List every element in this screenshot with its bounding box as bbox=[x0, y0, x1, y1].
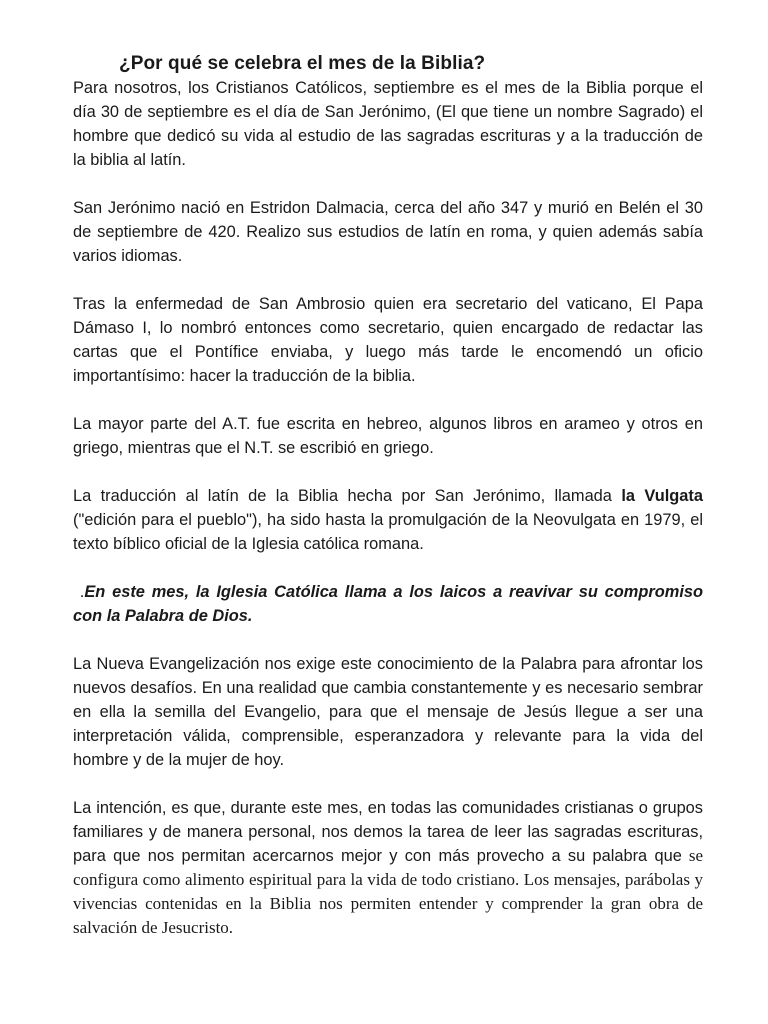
paragraph-vulgata bbox=[73, 484, 703, 556]
document-page bbox=[73, 52, 703, 964]
vulgata-bold: la Vulgata bbox=[621, 487, 703, 505]
document-title: ¿Por qué se celebra el mes de la Biblia? bbox=[119, 53, 486, 74]
laicos-prefix: . bbox=[73, 583, 85, 601]
paragraph-mes-biblia: Para nosotros, los Cristianos Católicos, septiembre es el mes de la Biblia porque el día 30 de septiembre es el día de San Jerónimo, (El que tiene un nombre Sagrado) el hombre que dedicó su vida al estudio de las sagradas escrituras y a la traducción de la biblia al latín. bbox=[73, 79, 703, 169]
laicos-bold-italic: En este mes, la Iglesia Católica llama a los laicos a reavivar su compromiso con la Palabra de Dios. bbox=[73, 583, 703, 625]
paragraph-laicos bbox=[73, 580, 703, 628]
paragraph-intencion bbox=[73, 796, 703, 940]
paragraph-san-jeronimo: San Jerónimo nació en Estridon Dalmacia, cerca del año 347 y murió en Belén el 30 de septiembre de 420. Realizo sus estudios de latín en roma, y quien además sabía varios idiomas. bbox=[73, 199, 703, 265]
paragraph-idiomas: La mayor parte del A.T. fue escrita en hebreo, algunos libros en arameo y otros en griego, mientras que el N.T. se escribió en griego. bbox=[73, 415, 703, 457]
vulgata-text-after: ("edición para el pueblo"), ha sido hasta la promulgación de la Neovulgata en 1979, el texto bíblico oficial de la Iglesia católica romana. bbox=[73, 511, 703, 553]
intencion-sans: La intención, es que, durante este mes, en todas las comunidades cristianas o grupos familiares y de manera personal, nos demos la tarea de leer las sagradas escrituras, para que nos permitan acercarnos mejor y con más provecho a su palabra que bbox=[73, 799, 703, 865]
intencion-serif: se configura como alimento espiritual para la vida de todo cristiano. Los mensajes, parábolas y vivencias contenidas en la Biblia nos permiten entender y comprender la gran obra de salvación de Jesucristo. bbox=[73, 846, 703, 937]
paragraph-nueva-evangelizacion: La Nueva Evangelización nos exige este conocimiento de la Palabra para afrontar los nuevos desafíos. En una realidad que cambia constantemente y es necesario sembrar en ella la semilla del Evangelio, para que el mensaje de Jesús llegue a ser una interpretación válida, comprensible, esperanzadora y relevante para la vida del hombre y de la mujer de hoy. bbox=[73, 655, 703, 769]
paragraph-papa-damaso: Tras la enfermedad de San Ambrosio quien era secretario del vaticano, El Papa Dámaso I, lo nombró entonces como secretario, quien encargado de redactar las cartas que el Pontífice enviaba, y luego más tarde le encomendó un oficio importantísimo: hacer la traducción de la biblia. bbox=[73, 295, 703, 385]
vulgata-text-before: La traducción al latín de la Biblia hecha por San Jerónimo, llamada bbox=[73, 487, 622, 505]
